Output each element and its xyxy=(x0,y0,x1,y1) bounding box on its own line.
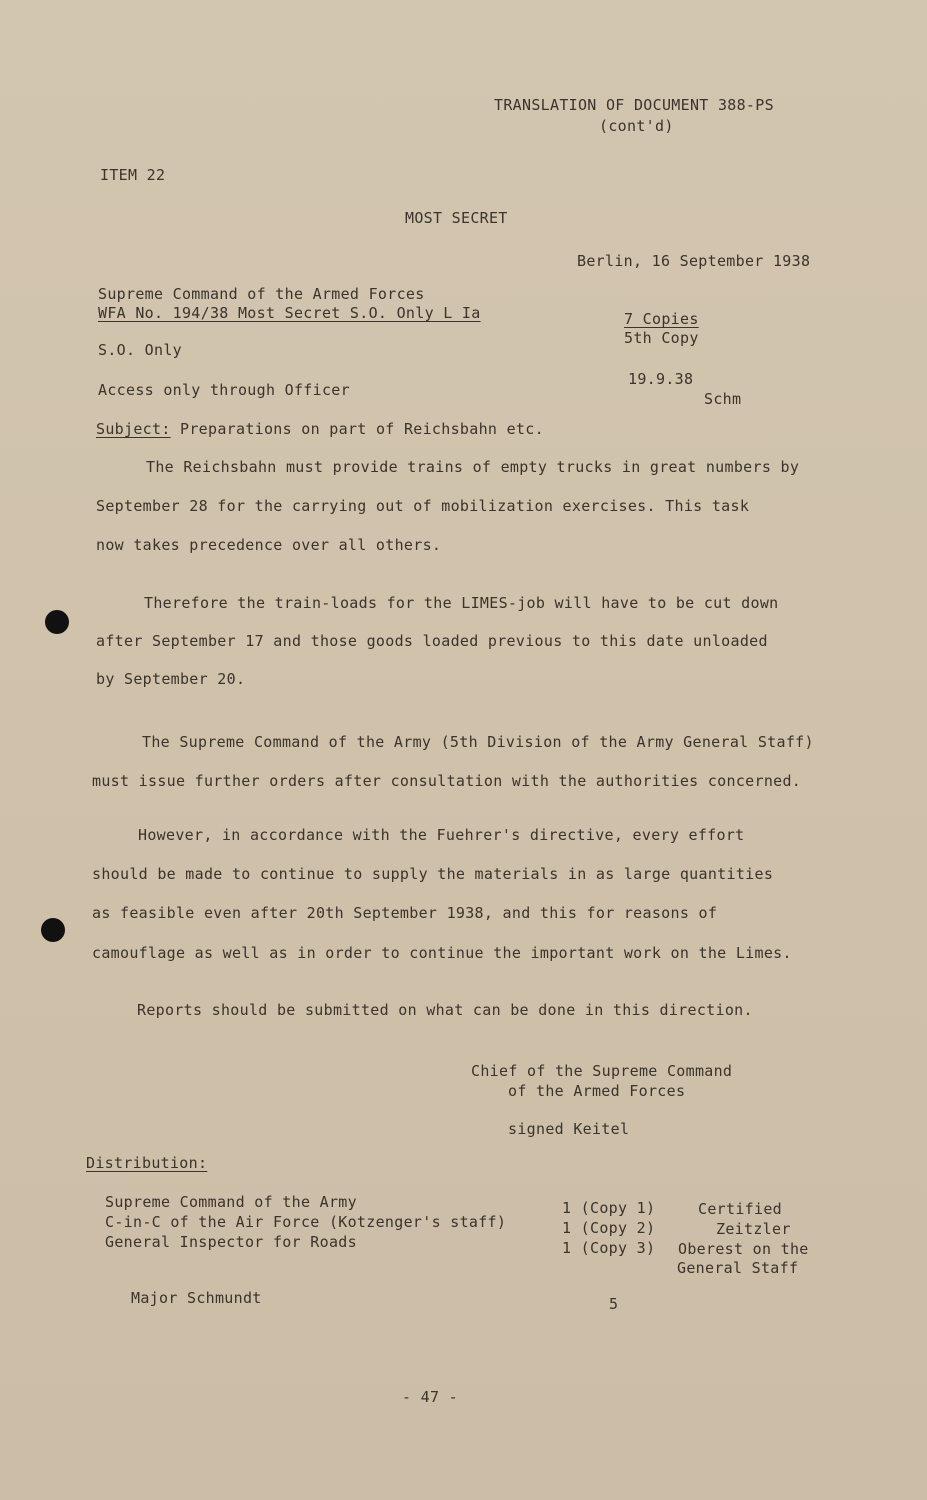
certified-line-3: Oberest on the xyxy=(678,1240,809,1258)
copy-number: 5th Copy xyxy=(624,329,699,347)
p4-line-4: camouflage as well as in order to continue the important work on the Limes. xyxy=(92,944,792,962)
contd-label: (cont'd) xyxy=(599,117,674,135)
footer-number: 5 xyxy=(609,1295,619,1313)
p4-line-1: However, in accordance with the Fuehrer's directive, every effort xyxy=(138,826,745,844)
translation-header: TRANSLATION OF DOCUMENT 388-PS xyxy=(494,96,774,114)
certified-line-4: General Staff xyxy=(677,1259,799,1277)
sender-reference: WFA No. 194/38 Most Secret S.O. Only L Ia xyxy=(98,304,481,322)
footer-left-name: Major Schmundt xyxy=(131,1289,262,1307)
p1-line-3: now takes precedence over all others. xyxy=(96,536,442,554)
distribution-recipient-3: General Inspector for Roads xyxy=(105,1233,357,1251)
signature-signed: signed Keitel xyxy=(508,1120,630,1138)
signature-title-2: of the Armed Forces xyxy=(508,1082,686,1100)
p4-line-2: should be made to continue to supply the materials in as large quantities xyxy=(92,865,774,883)
punch-hole-upper xyxy=(45,610,69,634)
p4-line-3: as feasible even after 20th September 1938, and this for reasons of xyxy=(92,904,718,922)
certified-line-2: Zeitzler xyxy=(716,1220,791,1238)
classification: MOST SECRET xyxy=(405,209,508,227)
so-only: S.O. Only xyxy=(98,341,182,359)
sender-line-1: Supreme Command of the Armed Forces xyxy=(98,285,425,303)
p3-line-1: The Supreme Command of the Army (5th Division of the Army General Staff) xyxy=(142,733,814,751)
certified-line-1: Certified xyxy=(698,1200,782,1218)
punch-hole-lower xyxy=(41,918,65,942)
signature-title-1: Chief of the Supreme Command xyxy=(471,1062,733,1080)
p2-line-2: after September 17 and those goods loaded previous to this date unloaded xyxy=(96,632,768,650)
p1-line-1: The Reichsbahn must provide trains of empty trucks in great numbers by xyxy=(146,458,800,476)
subject-text: Preparations on part of Reichsbahn etc. xyxy=(180,420,544,438)
distribution-recipient-1: Supreme Command of the Army xyxy=(105,1193,357,1211)
page-number: - 47 - xyxy=(402,1388,458,1406)
copies-count: 7 Copies xyxy=(624,310,699,328)
access-note: Access only through Officer xyxy=(98,381,350,399)
p5-line-1: Reports should be submitted on what can be done in this direction. xyxy=(137,1001,753,1019)
distribution-copy-2: 1 (Copy 2) xyxy=(562,1219,656,1237)
subject xyxy=(96,420,544,438)
p2-line-3: by September 20. xyxy=(96,670,246,688)
distribution-copy-1: 1 (Copy 1) xyxy=(562,1199,656,1217)
place-date: Berlin, 16 September 1938 xyxy=(577,252,811,270)
distribution-copy-3: 1 (Copy 3) xyxy=(562,1239,656,1257)
p1-line-2: September 28 for the carrying out of mobilization exercises. This task xyxy=(96,497,750,515)
receipt-date: 19.9.38 xyxy=(628,370,694,388)
p3-line-2: must issue further orders after consultation with the authorities concerned. xyxy=(92,772,802,790)
p2-line-1: Therefore the train-loads for the LIMES-job will have to be cut down xyxy=(144,594,779,612)
item-number: ITEM 22 xyxy=(100,166,166,184)
distribution-label: Distribution: xyxy=(86,1154,208,1172)
receipt-initials: Schm xyxy=(704,390,742,408)
subject-label: Subject: xyxy=(96,420,171,438)
distribution-recipient-2: C-in-C of the Air Force (Kotzenger's staff) xyxy=(105,1213,507,1231)
